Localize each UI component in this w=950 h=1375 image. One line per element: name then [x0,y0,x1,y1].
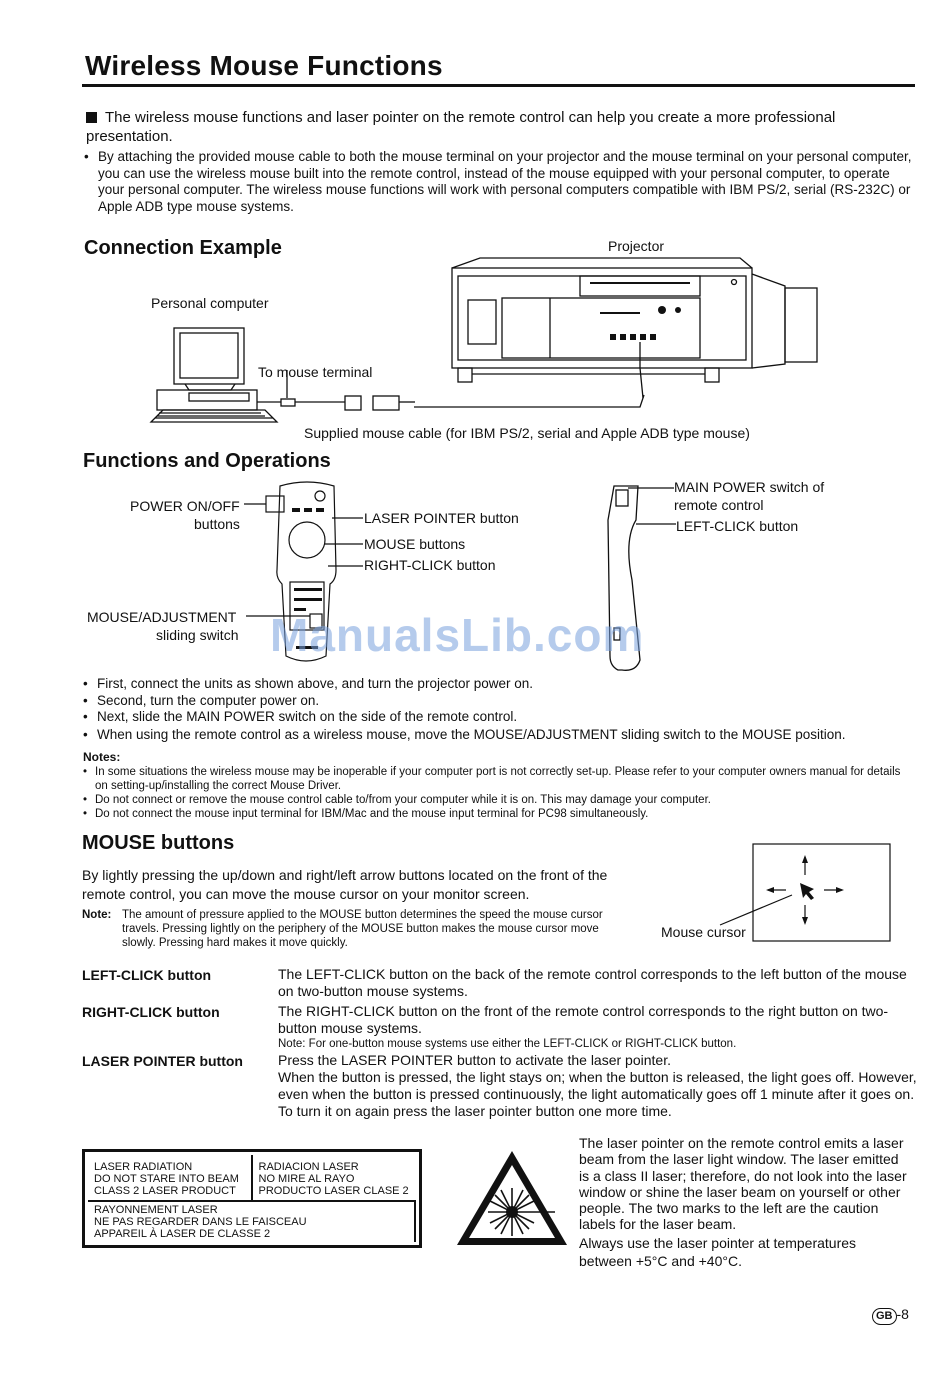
laser-caution-text: The laser pointer on the remote control emits a laser beam from the laser light window. The laser emitted is a class II laser; therefore, do not look into the laser window or shine the laser beam on yourself or other people. The two marks to the left are the caution labels for the laser beam. [579,1135,907,1233]
mouse-buttons-label: MOUSE buttons [364,536,466,552]
laser-pointer-term: LASER POINTER button [82,1053,243,1069]
mouse-buttons-heading: MOUSE buttons [82,832,235,854]
connection-heading: Connection Example [84,237,282,259]
mouse-cursor-diagram [720,843,892,943]
mouse-note-label: Note: [82,909,112,921]
left-click-label: LEFT-CLICK button [676,518,799,534]
notes-label: Notes: [83,750,121,764]
laser-warning-label [82,1149,422,1248]
warning-spanish: RADIACION LASER NO MIRE AL RAYO PRODUCTO LASER CLASE 2 [258,1161,409,1197]
steps-list [83,676,923,743]
step-item: • Next, slide the MAIN POWER switch on the side of the remote control. [83,709,923,726]
step-item: • When using the remote control as a wireless mouse, move the MOUSE/ADJUSTMENT sliding switch to the MOUSE position. [83,727,923,744]
intro-detail: • By attaching the provided mouse cable to both the mouse terminal on your projector and the mouse terminal on your personal computer, you can use the wireless mouse built into the remote control, instead of the mouse equipped with your personal computer, to operate your personal computer. The wireless mouse functions will work with personal computers compatible with IBM PS/2, serial (RS-232C) or Apple ADB type mouse systems. [84,149,912,214]
page-title: Wireless Mouse Functions [85,50,443,81]
computer-label: Personal computer [151,295,269,311]
cursor-arrow-icon [800,883,814,900]
slide-switch-label-1: MOUSE/ADJUSTMENT [87,609,237,625]
warning-french: RAYONNEMENT LASER NE PAS REGARDER DANS LE FAISCEAU APPAREIL À LASER DE CLASSE 2 [88,1201,415,1242]
notes-list [83,765,903,821]
laser-pointer-desc-2: When the button is pressed, the light stays on; when the button is released, the light goes off. However, even when the button is pressed continuously, the light automatically goes off 1 minute after it goes on. To turn it on again press the laser pointer button one more time. [278,1069,917,1119]
warning-english: LASER RADIATION DO NOT STARE INTO BEAM CLASS 2 LASER PRODUCT [88,1155,252,1201]
note-item: • Do not connect or remove the mouse control cable to/from your computer while it is on. This may damage your computer. [83,793,903,807]
main-power-label-1: MAIN POWER switch of [674,479,825,495]
watermark: ManualsLib.com [270,609,645,661]
cable-label: Supplied mouse cable (for IBM PS/2, serial and Apple ADB type mouse) [304,425,750,441]
note-item: • Do not connect the mouse input terminal for IBM/Mac and the mouse input terminal for PC98 simultaneously. [83,807,903,821]
terminal-label: To mouse terminal [258,364,373,380]
intro-main: The wireless mouse functions and laser pointer on the remote control can help you create a more professional presentation. [86,109,836,145]
power-label-2: buttons [194,516,240,532]
step-item: • First, connect the units as shown above, and turn the projector power on. [83,676,923,693]
mouse-buttons-text: By lightly pressing the up/down and right/left arrow buttons located on the front of the remote control, you can move the mouse cursor on your monitor screen. [82,867,608,902]
mouse-cursor-label: Mouse cursor [661,924,746,940]
left-click-term: LEFT-CLICK button [82,967,212,983]
note-item: • In some situations the wireless mouse may be inoperable if your computer port is not correctly set-up. Please refer to your computer owners manual for details on setting-up/installing the correct Mouse Driver. [83,765,903,793]
main-power-label-2: remote control [674,497,764,513]
right-click-label: RIGHT-CLICK button [364,557,496,573]
laser-hazard-icon [455,1148,570,1248]
gb-badge: GB [872,1308,897,1325]
projector-illustration [440,252,820,392]
laser-pointer-desc: Press the LASER POINTER button to activate the laser pointer. [278,1052,671,1068]
projector-label: Projector [608,238,665,254]
right-click-term: RIGHT-CLICK button [82,1004,220,1020]
right-click-note: Note: For one-button mouse systems use either the LEFT-CLICK or RIGHT-CLICK button. [278,1038,737,1050]
left-click-desc: The LEFT-CLICK button on the back of the remote control corresponds to the left button of the mouse on two-button mouse systems. [278,966,907,999]
title-rule [82,84,915,87]
functions-heading: Functions and Operations [83,450,331,472]
page-number: GB -8 [872,1306,909,1325]
laser-pointer-label: LASER POINTER button [364,510,519,526]
mouse-cable-line [400,395,650,415]
personal-computer-illustration [145,322,415,437]
power-label-1: POWER ON/OFF [130,498,240,514]
mouse-note-text: The amount of pressure applied to the MOUSE button determines the speed the mouse cursor travels. Pressing lightly on the periphery of the MOUSE button makes the mouse cursor move slowly. Pressing hard makes it move quickly. [122,909,603,949]
right-click-desc: The RIGHT-CLICK button on the front of the remote control corresponds to the right button on two-button mouse systems. [278,1003,889,1036]
laser-temperature-text: Always use the laser pointer at temperatures between +5°C and +40°C. [579,1235,857,1269]
slide-switch-label-2: sliding switch [156,627,239,643]
square-bullet-icon [86,112,97,123]
step-item: • Second, turn the computer power on. [83,693,923,710]
